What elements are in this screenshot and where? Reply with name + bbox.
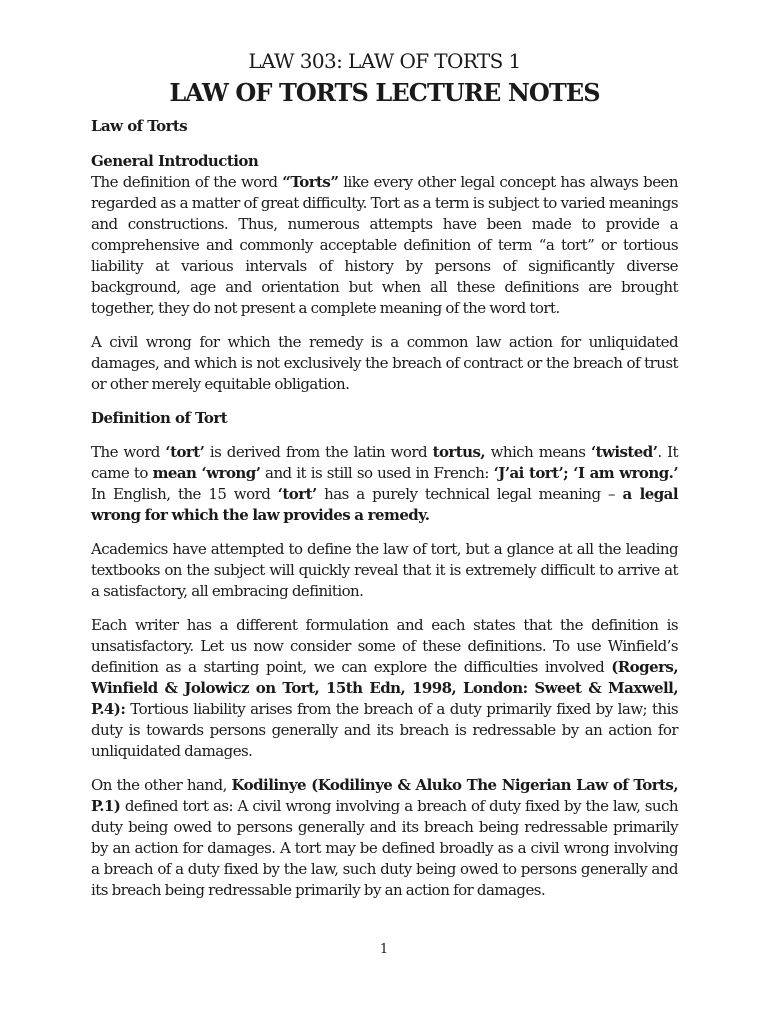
text-run: In English, the 15 word [91,485,278,503]
text-run: The definition of the word [91,173,283,191]
bold-term: ‘J’ai tort’; ‘I am wrong.’ [493,464,679,482]
spacer [91,762,678,775]
paragraph-academics: Academics have attempted to define the law of tort, but a glance at all the leading textbooks on the subject will quickly reveal that it is extremely difficult to arrive at a satisfactory, all embracing definition. [91,540,678,600]
page-number: 1 [379,942,389,957]
paragraph-torts-definition [91,172,678,319]
bold-term: ‘tort’ [277,485,317,503]
spacer [91,526,678,539]
document-title: LAW OF TORTS LECTURE NOTES [169,78,600,107]
citation: Kodilinye (Kodilinye & Aluko The Nigerian Law of Torts, P.1) [91,776,678,815]
text-run: . It came to [91,443,679,482]
text-run: Each writer has a different formulation and each states that the definition is unsatisfactory. Let us now consider some of these definitions. To use Winfield’s definition as a starting point, we can explore the difficulties involved [91,616,678,676]
text-run: On the other hand, [91,776,232,794]
paragraph-word-origin [91,442,678,526]
section-heading-law-of-torts: Law of Torts [91,117,188,135]
bold-term: ‘twisted’ [590,443,658,461]
text-run: The word [91,443,166,461]
paragraph-civil-wrong: A civil wrong for which the remedy is a common law action for unliquidated damages, and which is not exclusively the breach of contract or the breach of trust or other merely equitable obligation. [91,333,678,393]
spacer [91,429,678,442]
paragraph-winfield [91,615,678,762]
spacer [91,602,678,615]
text-run: which means [485,443,591,461]
bold-term: ‘tort’ [165,443,205,461]
paragraph-kodilinye [91,775,678,901]
citation: (Rogers, Winfield & Jolowicz on Tort, 15th Edn, 1998, London: Sweet & Maxwell, P.4): [91,658,678,718]
section-heading-general-introduction: General Introduction [91,152,259,170]
bold-term: tortus, [432,443,486,461]
text-run: has a purely technical legal meaning – [316,485,623,503]
spacer [91,395,678,408]
spacer [91,319,678,332]
course-title: LAW 303: LAW OF TORTS 1 [248,49,521,73]
text-run: Tortious liability arises from the breach of a duty primarily fixed by law; this duty is towards persons generally and its breach is redressable by an action for unliquidated damages. [91,700,678,760]
text-run: defined tort as: A civil wrong involving a breach of duty fixed by the law, such duty being owed to persons generally and its breach being redressable primarily by an action for damages. A tort may be defined broadly as a civil wrong involving a breach of a duty fixed by the law, such duty being owed to persons generally and its breach being redressable primarily by an action for damages. [91,797,678,899]
bold-term: a legal wrong for which the law provides a remedy. [91,485,678,524]
text-run: like every other legal concept has always been regarded as a matter of great difficulty. Tort as a term is subject to varied meanings and constructions. Thus, numerous attempts have been made to provide a comprehensive and commonly acceptable definition of term “a tort” or tortious liability at various intervals of history by persons of significantly diverse background, age and orientation but when all these definitions are brought together, they do not present a complete meaning of the word tort. [91,173,678,317]
section-heading-definition-of-tort: Definition of Tort [91,409,228,427]
spacer [91,137,678,151]
bold-term: “Torts” [282,173,339,191]
bold-term: mean ‘wrong’ [152,464,261,482]
text-run: is derived from the latin word [204,443,433,461]
text-run: and it is still so used in French: [260,464,494,482]
